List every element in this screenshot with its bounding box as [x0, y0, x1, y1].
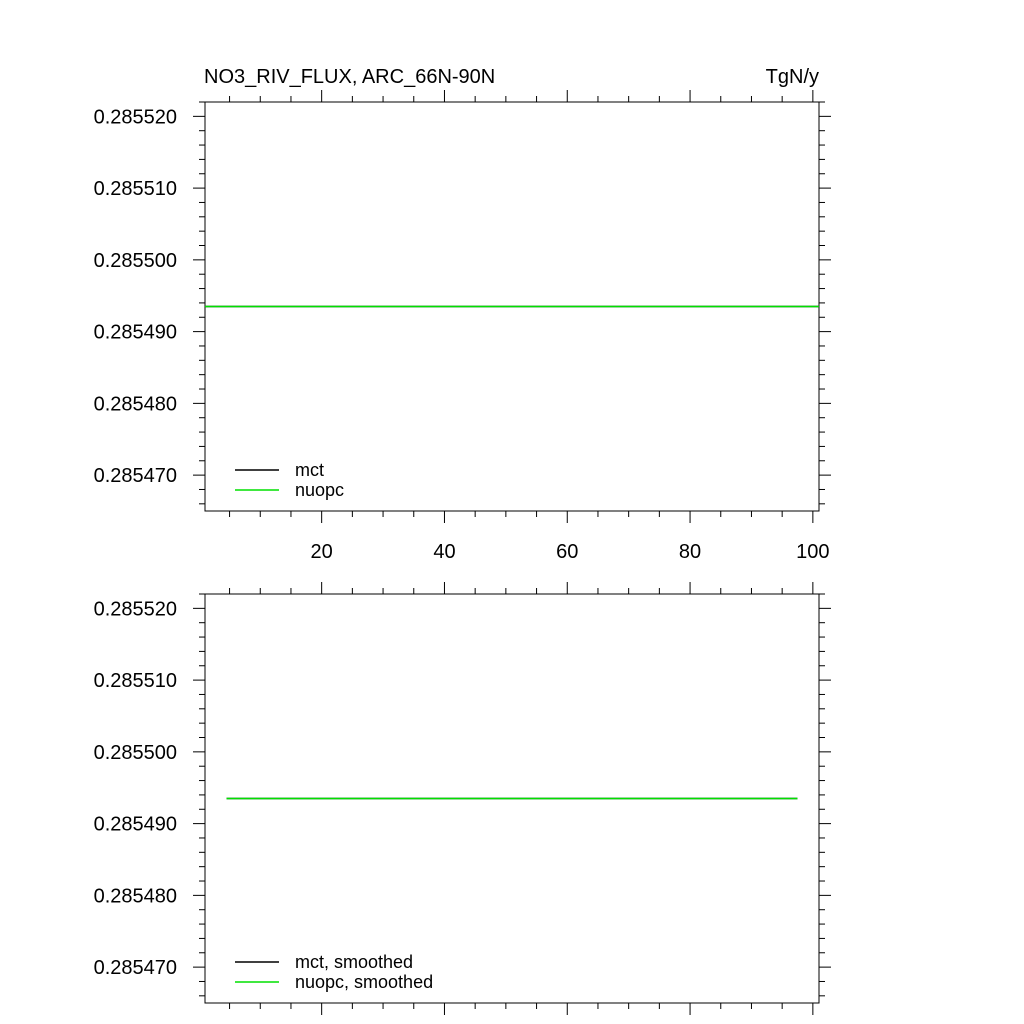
ytick-label: 0.285500	[93, 249, 177, 272]
ytick-label: 0.285510	[93, 670, 177, 693]
ytick-label: 0.285490	[93, 813, 177, 836]
xtick-label: 20	[310, 541, 333, 563]
ytick-label: 0.285470	[93, 465, 177, 488]
ytick-label: 0.285520	[93, 598, 177, 621]
xtick-label: 60	[556, 541, 579, 563]
legend-label: nuopc, smoothed	[295, 972, 434, 992]
panel-smoothed	[94, 582, 831, 1015]
ytick-label: 0.285500	[93, 741, 177, 764]
units-label: TgN/y	[765, 66, 819, 88]
legend-label: mct, smoothed	[295, 952, 414, 972]
ytick-label: 0.285480	[93, 393, 177, 416]
xtick-label: 80	[678, 541, 702, 563]
ytick-label: 0.285510	[93, 178, 177, 201]
ytick-label: 0.285480	[93, 885, 177, 908]
xtick-label: 40	[433, 541, 456, 563]
chart-title: NO3_RIV_FLUX, ARC_66N-90N	[204, 66, 496, 88]
ytick-label: 0.285520	[93, 106, 177, 129]
legend-label: mct	[295, 460, 324, 480]
panel-raw	[94, 90, 831, 563]
ytick-label: 0.285490	[93, 321, 177, 344]
xtick-label: 100	[796, 541, 830, 563]
ytick-label: 0.285470	[93, 957, 177, 980]
legend-label: nuopc	[295, 480, 345, 500]
